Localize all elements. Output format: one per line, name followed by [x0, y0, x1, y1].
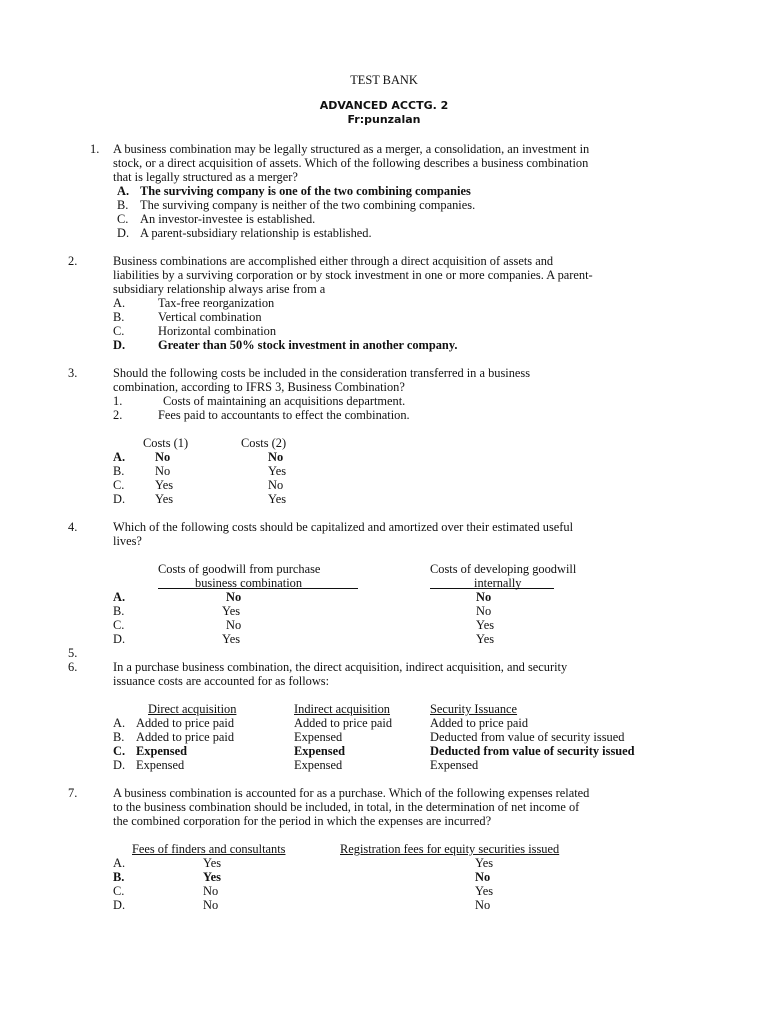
answer-cell: No	[226, 618, 242, 632]
question-number: 1.	[90, 142, 100, 156]
answer-cell: Yes	[222, 632, 241, 646]
question-text-line: that is legally structured as a merger?	[113, 170, 298, 184]
answer-letter: B.	[113, 464, 125, 478]
question-text-line: A business combination is accounted for as a purchase. Which of the following expenses related	[113, 786, 590, 800]
answer-letter: B.	[113, 730, 125, 744]
answer-cell: Added to price paid	[136, 716, 235, 730]
choice-letter: C.	[117, 212, 129, 226]
choice-letter: A.	[113, 296, 126, 310]
answer-letter: A.	[113, 450, 126, 464]
answer-cell: No	[475, 870, 491, 884]
choice-text: The surviving company is neither of the two combining companies.	[140, 198, 476, 212]
choice-text-correct: Greater than 50% stock investment in another company.	[158, 338, 458, 352]
column-header: Costs (2)	[241, 436, 287, 450]
column-underline	[430, 588, 554, 589]
answer-cell: No	[203, 898, 219, 912]
choice-letter: C.	[113, 324, 125, 338]
answer-cell: No	[476, 590, 492, 604]
answer-letter: A.	[113, 856, 126, 870]
column-header: Costs of goodwill from purchase	[158, 562, 321, 576]
answer-cell: Expensed	[136, 758, 185, 772]
answer-cell: No	[268, 478, 284, 492]
choice-text: Horizontal combination	[158, 324, 277, 338]
answer-letter: B.	[113, 870, 125, 884]
answer-cell: Yes	[475, 884, 494, 898]
answer-cell: Yes	[476, 632, 495, 646]
choice-text: A parent-subsidiary relationship is established.	[140, 226, 372, 240]
question-text-line: liabilities by a surviving corporation or by stock investment in one or more companies. A parent-	[113, 268, 593, 282]
question-text-line: subsidiary relationship always arise from a	[113, 282, 326, 296]
question-number: 2.	[68, 254, 78, 268]
author-name: Fr:punzalan	[347, 113, 421, 126]
answer-cell: Yes	[268, 492, 287, 506]
answer-cell: Added to price paid	[430, 716, 529, 730]
choice-text-correct: The surviving company is one of the two combining companies	[140, 184, 471, 198]
question-number: 4.	[68, 520, 78, 534]
choice-letter: D.	[113, 338, 126, 352]
choice-letter: B.	[117, 198, 129, 212]
answer-cell: Yes	[203, 856, 222, 870]
question-text-line: Which of the following costs should be capitalized and amortized over their estimated useful	[113, 520, 574, 534]
column-header: Registration fees for equity securities issued	[340, 842, 560, 856]
document-title: TEST BANK	[350, 73, 418, 87]
answer-cell: Deducted from value of security issued	[430, 744, 635, 758]
answer-letter: C.	[113, 744, 126, 758]
column-header: Fees of finders and consultants	[132, 842, 286, 856]
column-header: Costs of developing goodwill	[430, 562, 577, 576]
question-5-number: 5.	[68, 646, 78, 660]
course-name: ADVANCED ACCTG. 2	[319, 99, 449, 112]
question-number: 7.	[68, 786, 78, 800]
question-text-line: lives?	[113, 534, 142, 548]
answer-cell: Expensed	[430, 758, 479, 772]
answer-cell: Deducted from value of security issued	[430, 730, 625, 744]
choice-letter: D.	[117, 226, 130, 240]
question-text-line: issuance costs are accounted for as follows:	[113, 674, 330, 688]
answer-letter: C.	[113, 618, 125, 632]
column-header: internally	[474, 576, 522, 590]
answer-letter: D.	[113, 632, 126, 646]
choice-letter: B.	[113, 310, 125, 324]
choice-text: An investor-investee is established.	[140, 212, 316, 226]
answer-cell: Yes	[203, 870, 221, 884]
answer-cell: Yes	[222, 604, 241, 618]
answer-cell: Yes	[155, 478, 174, 492]
question-text-line: combination, according to IFRS 3, Business Combination?	[113, 380, 405, 394]
question-number: 6.	[68, 660, 78, 674]
answer-cell: Added to price paid	[136, 730, 235, 744]
item-number: 2.	[113, 408, 123, 422]
choice-text: Tax-free reorganization	[158, 296, 275, 310]
question-text-line: Business combinations are accomplished either through a direct acquisition of assets and	[113, 254, 554, 268]
question-number: 3.	[68, 366, 78, 380]
answer-letter: A.	[113, 590, 126, 604]
answer-cell: Expensed	[136, 744, 187, 758]
question-text-line: to the business combination should be included, in total, in the determination of net income of	[113, 800, 580, 814]
question-text-line: A business combination may be legally structured as a merger, a consolidation, an investment in	[113, 142, 590, 156]
column-header: Security Issuance	[430, 702, 518, 716]
answer-cell: Expensed	[294, 758, 343, 772]
answer-cell: Expensed	[294, 730, 343, 744]
answer-cell: No	[268, 450, 284, 464]
answer-letter: D.	[113, 492, 126, 506]
column-underline	[158, 588, 358, 589]
answer-cell: No	[203, 884, 219, 898]
choice-text: Vertical combination	[158, 310, 262, 324]
answer-cell: No	[226, 590, 242, 604]
question-text-line: Should the following costs be included in the consideration transferred in a business	[113, 366, 531, 380]
answer-cell: Yes	[475, 856, 494, 870]
answer-cell: Expensed	[294, 744, 345, 758]
column-header: Direct acquisition	[148, 702, 237, 716]
question-text-line: In a purchase business combination, the direct acquisition, indirect acquisition, and security	[113, 660, 568, 674]
answer-cell: Yes	[268, 464, 287, 478]
question-text-line: the combined corporation for the period in which the expenses are incurred?	[113, 814, 492, 828]
answer-letter: C.	[113, 478, 125, 492]
answer-cell: No	[155, 464, 171, 478]
item-number: 1.	[113, 394, 123, 408]
column-header: Indirect acquisition	[294, 702, 390, 716]
choice-letter: A.	[117, 184, 130, 198]
answer-cell: No	[476, 604, 492, 618]
answer-cell: No	[475, 898, 491, 912]
item-text: Costs of maintaining an acquisitions department.	[163, 394, 406, 408]
answer-cell: Yes	[476, 618, 495, 632]
answer-cell: Added to price paid	[294, 716, 393, 730]
answer-letter: A.	[113, 716, 126, 730]
answer-cell: No	[155, 450, 171, 464]
answer-letter: D.	[113, 758, 126, 772]
answer-letter: D.	[113, 898, 126, 912]
item-text: Fees paid to accountants to effect the combination.	[158, 408, 410, 422]
answer-cell: Yes	[155, 492, 174, 506]
answer-letter: C.	[113, 884, 125, 898]
column-header: business combination	[195, 576, 303, 590]
question-text-line: stock, or a direct acquisition of assets. Which of the following describes a business combination	[113, 156, 589, 170]
column-header: Costs (1)	[143, 436, 189, 450]
answer-letter: B.	[113, 604, 125, 618]
